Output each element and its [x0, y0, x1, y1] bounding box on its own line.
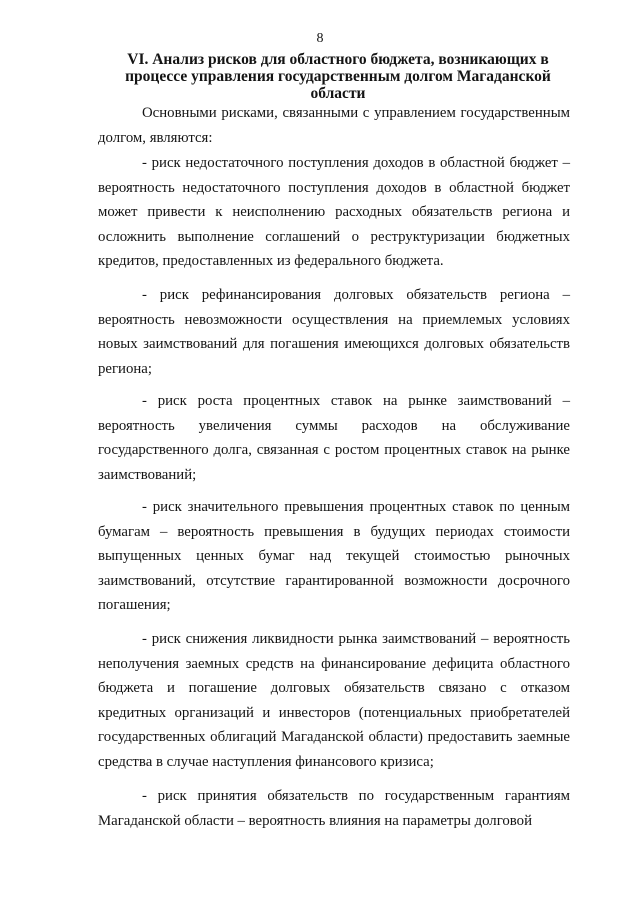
risk-paragraph-revenue: - риск недостаточного поступления доходов в областной бюджет – вероятность недостаточного поступления доходов в областной бюджет может привести к неисполнению расходных обязательств региона и осложнить выполнение соглашений о реструктуризации бюджетных кредитов, предоставленных из федерального бюджета. [98, 155, 570, 269]
risk-paragraph-refinancing: - риск рефинансирования долговых обязательств региона – вероятность невозможности осуществления на приемлемых условиях новых заимствований для погашения имеющихся долговых обязательств региона; [98, 287, 570, 377]
risk-paragraph-interest-rate-growth: - риск роста процентных ставок на рынке заимствований – вероятность увеличения суммы расходов на обслуживание государственного долга, связанная с ростом процентных ставок на рынке заимствований; [98, 393, 570, 483]
intro-paragraph: Основными рисками, связанными с управлением государственным долгом, являются: [98, 105, 570, 146]
page-number: 8 [316, 31, 324, 46]
section-heading: VI. Анализ рисков для областного бюджета, возникающих в процессе управления государственным долгом Магаданской области [125, 51, 551, 102]
risk-paragraph-guarantees: - риск принятия обязательств по государственным гарантиям Магаданской области – вероятность влияния на параметры долговой [98, 788, 570, 829]
risk-paragraph-securities-rate-excess: - риск значительного превышения процентных ставок по ценным бумагам – вероятность превышения в будущих периодах стоимости выпущенных ценных бумаг над текущей стоимостью рыночных заимствований, отсутствие гарантированной возможности досрочного погашения; [98, 499, 570, 613]
risk-paragraph-market-liquidity: - риск снижения ликвидности рынка заимствований – вероятность неполучения заемных средств на финансирование дефицита областного бюджета и погашение долговых обязательств связано с отказом кредитных организаций и инвесторов (потенциальных приобретателей государственных облигаций Магаданской области) предоставить заемные средства в случае наступления финансового кризиса; [98, 631, 570, 770]
